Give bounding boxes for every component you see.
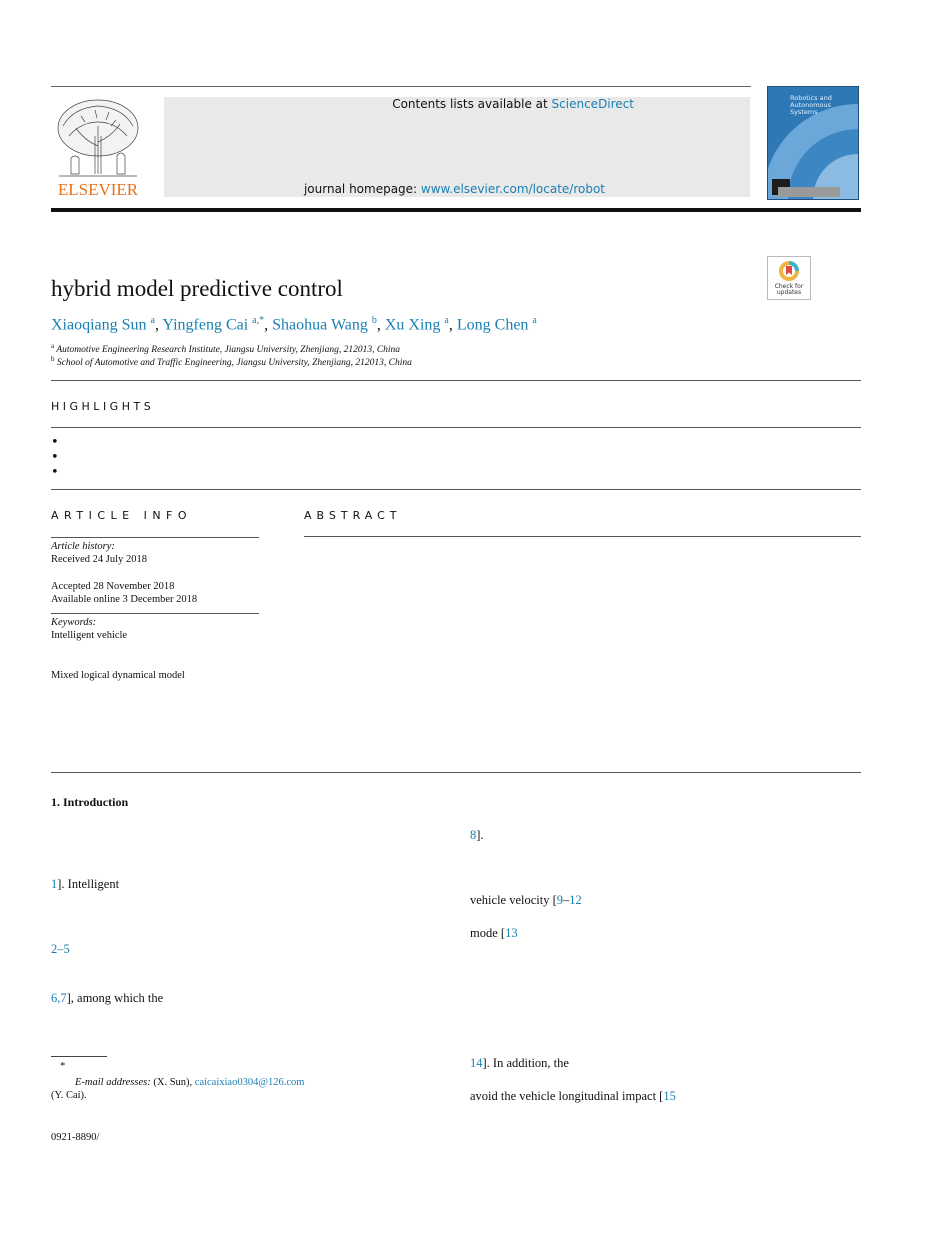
journal-homepage-link[interactable]: www.elsevier.com/locate/robot	[420, 182, 605, 196]
citation-link[interactable]: 6,7	[51, 991, 67, 1005]
divider	[51, 380, 861, 381]
intro-right-line	[470, 893, 582, 908]
divider	[51, 427, 861, 428]
received-date: Received 24 July 2018	[51, 554, 147, 565]
author-name[interactable]: Xiaoqiang Sun	[51, 316, 147, 334]
cover-title: Robotics and Autonomous Systems	[790, 94, 832, 116]
citation-link[interactable]: 8	[470, 828, 477, 842]
author-affiliation-sup: a	[444, 315, 449, 326]
divider	[51, 613, 259, 614]
body-text: ]. Intelligent	[57, 877, 120, 891]
intro-right-line	[470, 828, 484, 843]
crossmark-icon	[778, 260, 800, 282]
intro-heading: 1. Introduction	[51, 795, 129, 809]
article-info-heading: ARTICLE INFO	[51, 509, 193, 522]
intro-left-line	[51, 877, 119, 892]
author-name[interactable]: Yingfeng Cai	[162, 316, 249, 334]
body-text: avoid the vehicle longitudinal impact [	[470, 1089, 664, 1103]
crossmark-label: Check for updates	[774, 283, 804, 296]
author-affiliation-sup: a	[150, 315, 155, 326]
affiliation-sup: a	[51, 342, 55, 350]
masthead-thick-rule	[51, 208, 861, 212]
affiliation-text: School of Automotive and Traffic Engineering, Jiangsu University, Zhenjiang, 212013, China	[56, 358, 412, 369]
affiliation-sup: b	[51, 355, 55, 363]
keywords-label: Keywords:	[51, 617, 97, 628]
highlight-bullet: •	[51, 465, 59, 480]
top-rule	[51, 86, 751, 87]
publisher-wordmark: ELSEVIER	[57, 180, 139, 199]
footnote-rule	[51, 1056, 107, 1057]
divider	[304, 536, 861, 537]
article-history-label: Article history:	[51, 541, 115, 552]
body-text: –	[563, 893, 570, 907]
author-affiliation-sup: a	[532, 315, 537, 326]
intro-left-line	[51, 942, 70, 957]
keyword: Mixed logical dynamical model	[51, 670, 185, 681]
divider	[51, 489, 861, 490]
citation-link[interactable]: 15	[663, 1089, 676, 1103]
email-text: (X. Sun),	[153, 1077, 193, 1088]
highlight-bullet: •	[51, 450, 59, 465]
citation-link[interactable]: 2–5	[51, 942, 70, 956]
contents-prefix: Contents lists available at	[392, 97, 552, 111]
affiliation-b	[51, 355, 412, 368]
body-text: mode [	[470, 926, 506, 940]
intro-right-line	[470, 926, 518, 941]
contents-line	[164, 97, 634, 111]
citation-link[interactable]: 13	[505, 926, 518, 940]
citation-link[interactable]: 1	[51, 877, 58, 891]
author-affiliation-sup: a,*	[252, 315, 265, 326]
accepted-date: Accepted 28 November 2018	[51, 581, 175, 592]
intro-left-line	[51, 991, 163, 1006]
email-label: E-mail addresses:	[75, 1077, 151, 1088]
body-text: ]. In addition, the	[482, 1056, 569, 1070]
abstract-heading: ABSTRACT	[304, 509, 402, 522]
highlight-bullet: •	[51, 435, 59, 450]
body-text: vehicle velocity [	[470, 893, 557, 907]
highlights-heading: HIGHLIGHTS	[51, 400, 155, 413]
author-name[interactable]: Xu Xing	[384, 316, 441, 334]
online-date: Available online 3 December 2018	[51, 594, 198, 605]
intro-right-line	[470, 1056, 569, 1071]
homepage-line	[164, 182, 605, 196]
affiliation-a	[51, 342, 400, 355]
author-name[interactable]: Shaohua Wang	[272, 316, 368, 334]
email-suffix: (Y. Cai).	[51, 1090, 87, 1101]
body-text: ].	[476, 828, 484, 842]
body-text: ], among which the	[66, 991, 164, 1005]
sciencedirect-link[interactable]: ScienceDirect	[551, 97, 634, 111]
author-affiliation-sup: b	[371, 315, 377, 326]
footnote-email-line	[75, 1077, 304, 1088]
article-title: hybrid model predictive control	[51, 276, 343, 301]
issn: 0921-8890/	[51, 1132, 100, 1143]
divider	[51, 772, 861, 773]
intro-right-line	[470, 1089, 676, 1104]
journal-cover[interactable]	[767, 86, 859, 200]
email-link[interactable]: caicaixiao0304@126.com	[194, 1077, 305, 1088]
author-name[interactable]: Long Chen	[456, 316, 529, 334]
citation-link[interactable]: 12	[569, 893, 582, 907]
footnote-star: *	[60, 1061, 66, 1072]
citation-link[interactable]: 14	[470, 1056, 483, 1070]
homepage-prefix: journal homepage:	[303, 182, 421, 196]
author-list: Xiaoqiang Sun $^a$, Yingfeng Cai $^{a,*}$, Shaohua Wang $^b$, Xu Xing $^a$, Long Chen $^a$	[51, 315, 537, 334]
divider	[51, 537, 259, 538]
check-for-updates-badge[interactable]	[767, 256, 811, 300]
keyword: Intelligent vehicle	[51, 630, 128, 641]
affiliation-text: Automotive Engineering Research Institute, Jiangsu University, Zhenjiang, 212013, China	[56, 345, 401, 356]
citation-link[interactable]: 9	[556, 893, 564, 907]
